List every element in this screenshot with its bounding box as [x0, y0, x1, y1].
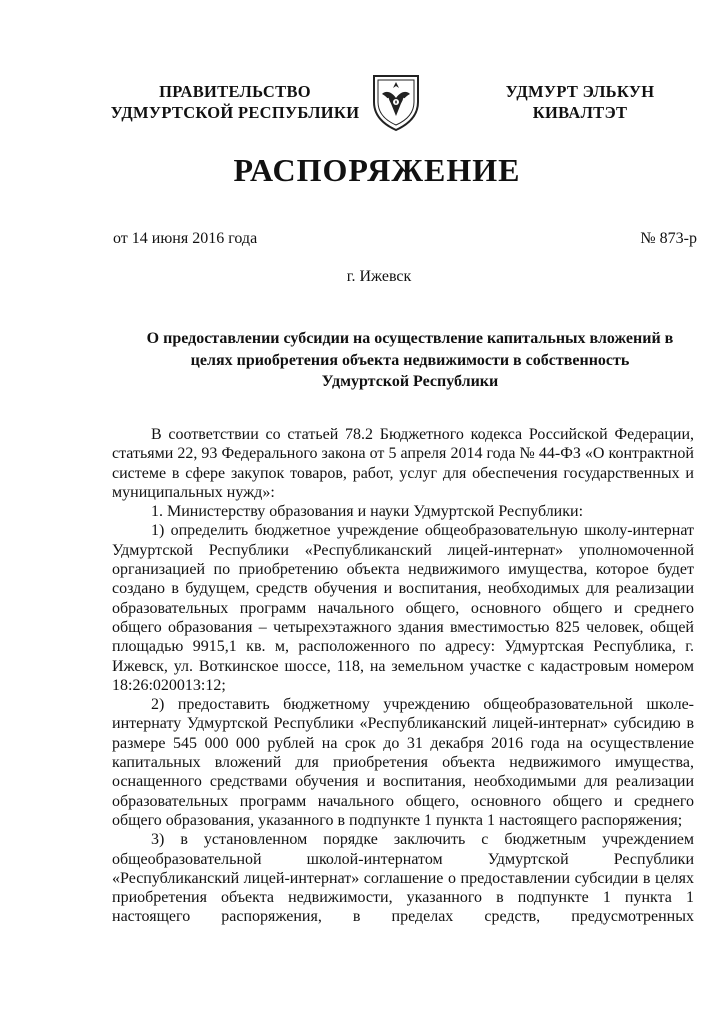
government-name-line2: УДМУРТСКОЙ РЕСПУБЛИКИ [110, 103, 360, 122]
item-1-2-paragraph: 2) предоставить бюджетному учреждению общеобразовательной школе-интернату Удмуртской Республики «Республиканский лицей-интернат» субсидию в размере 545 000 000 рублей на срок до 31 декабря 2016 года на осуществление капитальных вложений для приобретения объекта недвижимого имущества, оснащенного средствами обучения и воспитания, необходимыми для реализации образовательных программ начального общего, основного общего и среднего общего образования, указанного в подпункте 1 пункта 1 настоящего распоряжения; [112, 696, 694, 829]
government-name-udmurt-line1: УДМУРТ ЭЛЬКУН [505, 82, 655, 101]
document-body [112, 425, 694, 927]
document-city: г. Ижевск [346, 268, 412, 285]
document-type-title: РАСПОРЯЖЕНИЕ [233, 152, 521, 188]
government-name-udmurt [475, 81, 685, 123]
government-name-line1: ПРАВИТЕЛЬСТВО [159, 82, 311, 101]
preamble-paragraph: В соответствии со статьей 78.2 Бюджетного кодекса Российской Федерации, статьями 22, 93 Федерального закона от 5 апреля 2014 года № 44-ФЗ «О контрактной системе в сфере закупок товаров, работ, услуг для обеспечения государственных и муниципальных нужд»: [112, 426, 694, 501]
subject-line2: целях приобретения объекта недвижимости в собственность [190, 351, 630, 369]
udmurt-coat-of-arms-icon [370, 72, 422, 132]
document-subject [110, 328, 710, 393]
item-1-1-paragraph: 1) определить бюджетное учреждение общеобразовательную школу-интернат Удмуртской Республики «Республиканский лицей-интернат» уполномоченной организацией по приобретению объекта недвижимого имущества, которое будет создано в будущем, средств обучения и воспитания, необходимых для реализации образовательных программ начального общего, основного общего и среднего общего образования – четырехэтажного здания вместимостью 825 человек, общей площадью 9915,1 кв. м, расположенного по адресу: Удмуртская Республика, г. Ижевск, ул. Воткинское шоссе, 118, на земельном участке с кадастровым номером 18:26:020013:12; [112, 522, 694, 694]
government-name-russian [100, 81, 370, 123]
document-date: от 14 июня 2016 года [113, 230, 258, 247]
subject-line3: Удмуртской Республики [321, 373, 499, 390]
item-1-3-paragraph: 3) в установленном порядке заключить с бюджетным учреждением общеобразовательной школой-интернатом Удмуртской Республики «Республиканский лицей-интернат» соглашение о предоставлении субсидии в целях приобретения объекта недвижимости, указанного в подпункте 1 пункта 1 настоящего распоряжения, в пределах средств, предусмотренных [112, 831, 694, 926]
government-name-udmurt-line2: КИВАЛТЭТ [532, 103, 628, 122]
subject-line1: О предоставлении субсидии на осуществление капитальных вложений в [146, 330, 674, 347]
item-1-paragraph: 1. Министерству образования и науки Удмуртской Республики: [151, 503, 584, 521]
document-number: № 873-р [640, 230, 697, 247]
